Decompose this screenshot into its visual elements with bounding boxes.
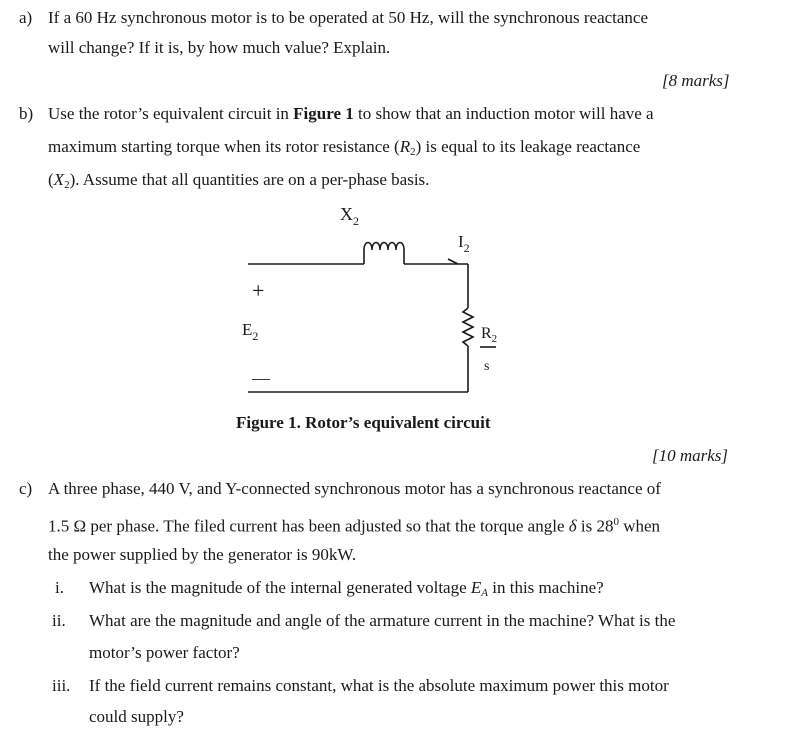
- item-i-number: i.: [55, 578, 64, 597]
- part-b-line-2-post: ) is equal to its leakage reactance: [415, 137, 641, 156]
- part-b-line-1-text: Use the rotor’s equivalent circuit in Figure 1 to show that an induction motor will have a: [48, 104, 654, 123]
- item-i-pre: What is the magnitude of the internal generated voltage: [89, 578, 471, 597]
- part-b-label: b): [19, 104, 34, 123]
- part-a-line-1: If a 60 Hz synchronous motor is to be operated at 50 Hz, will the synchronous reactance: [48, 8, 649, 27]
- part-c-line-2: [48, 512, 660, 537]
- item-i-post: in this machine?: [488, 578, 604, 597]
- r2-subscript: 2: [410, 146, 416, 158]
- part-b-line-2-pre: maximum starting torque when its rotor resistance (: [48, 137, 400, 156]
- minus-sign: —: [252, 368, 270, 388]
- r2-denominator-s: s: [484, 359, 490, 374]
- torque-angle-delta: δ: [568, 516, 577, 536]
- item-iii-number: iii.: [52, 676, 71, 695]
- item-iii-line-2: could supply?: [89, 707, 184, 726]
- part-b-line-3-post: ). Assume that all quantities are on a per-phase basis.: [69, 170, 430, 189]
- x2-variable: X: [53, 170, 65, 189]
- degree-superscript: 0: [613, 516, 619, 528]
- ea-variable: E: [470, 578, 482, 597]
- item-ii-line-2: motor’s power factor?: [89, 643, 240, 662]
- x2-label: $X_2$: [340, 204, 359, 228]
- part-a-marks: [8 marks]: [662, 71, 730, 90]
- part-a-label: a): [19, 8, 33, 27]
- r2-numerator: $R_2$: [481, 325, 498, 345]
- r2-variable: R: [399, 137, 411, 156]
- part-c-label: c): [19, 479, 33, 498]
- inductor-coil: [364, 243, 404, 265]
- part-b-marks: [10 marks]: [652, 446, 729, 465]
- part-c-line-2-pre: 1.5 Ω per phase. The filed current has been adjusted so that the torque angle: [48, 516, 569, 536]
- x2-subscript: 2: [64, 179, 70, 191]
- i2-label: $I_2$: [458, 232, 470, 255]
- part-b-line-3-pre: (: [48, 170, 54, 189]
- item-iii-line-1: If the field current remains constant, what is the absolute maximum power this motor: [89, 676, 669, 695]
- part-c-line-2-end: when: [618, 516, 661, 536]
- figure-caption: Figure 1. Rotor’s equivalent circuit: [236, 413, 491, 432]
- figure-reference: Figure 1: [293, 104, 354, 123]
- item-ii-number: ii.: [52, 611, 66, 630]
- item-ii-line-1: What are the magnitude and angle of the armature current in the machine? What is the: [89, 611, 676, 630]
- part-a-line-2: will change? If it is, by how much value? Explain.: [48, 38, 391, 57]
- plus-sign: +: [252, 278, 265, 303]
- resistor-zigzag: [463, 308, 473, 346]
- part-c-line-2-post: is 28: [576, 516, 614, 536]
- part-c-line-1: A three phase, 440 V, and Y-connected synchronous motor has a synchronous reactance of: [48, 479, 661, 498]
- item-i-text: [89, 578, 604, 603]
- part-c-line-3: the power supplied by the generator is 90kW.: [48, 545, 357, 564]
- e2-label: $E_2$: [242, 320, 259, 343]
- ea-subscript: A: [481, 587, 489, 599]
